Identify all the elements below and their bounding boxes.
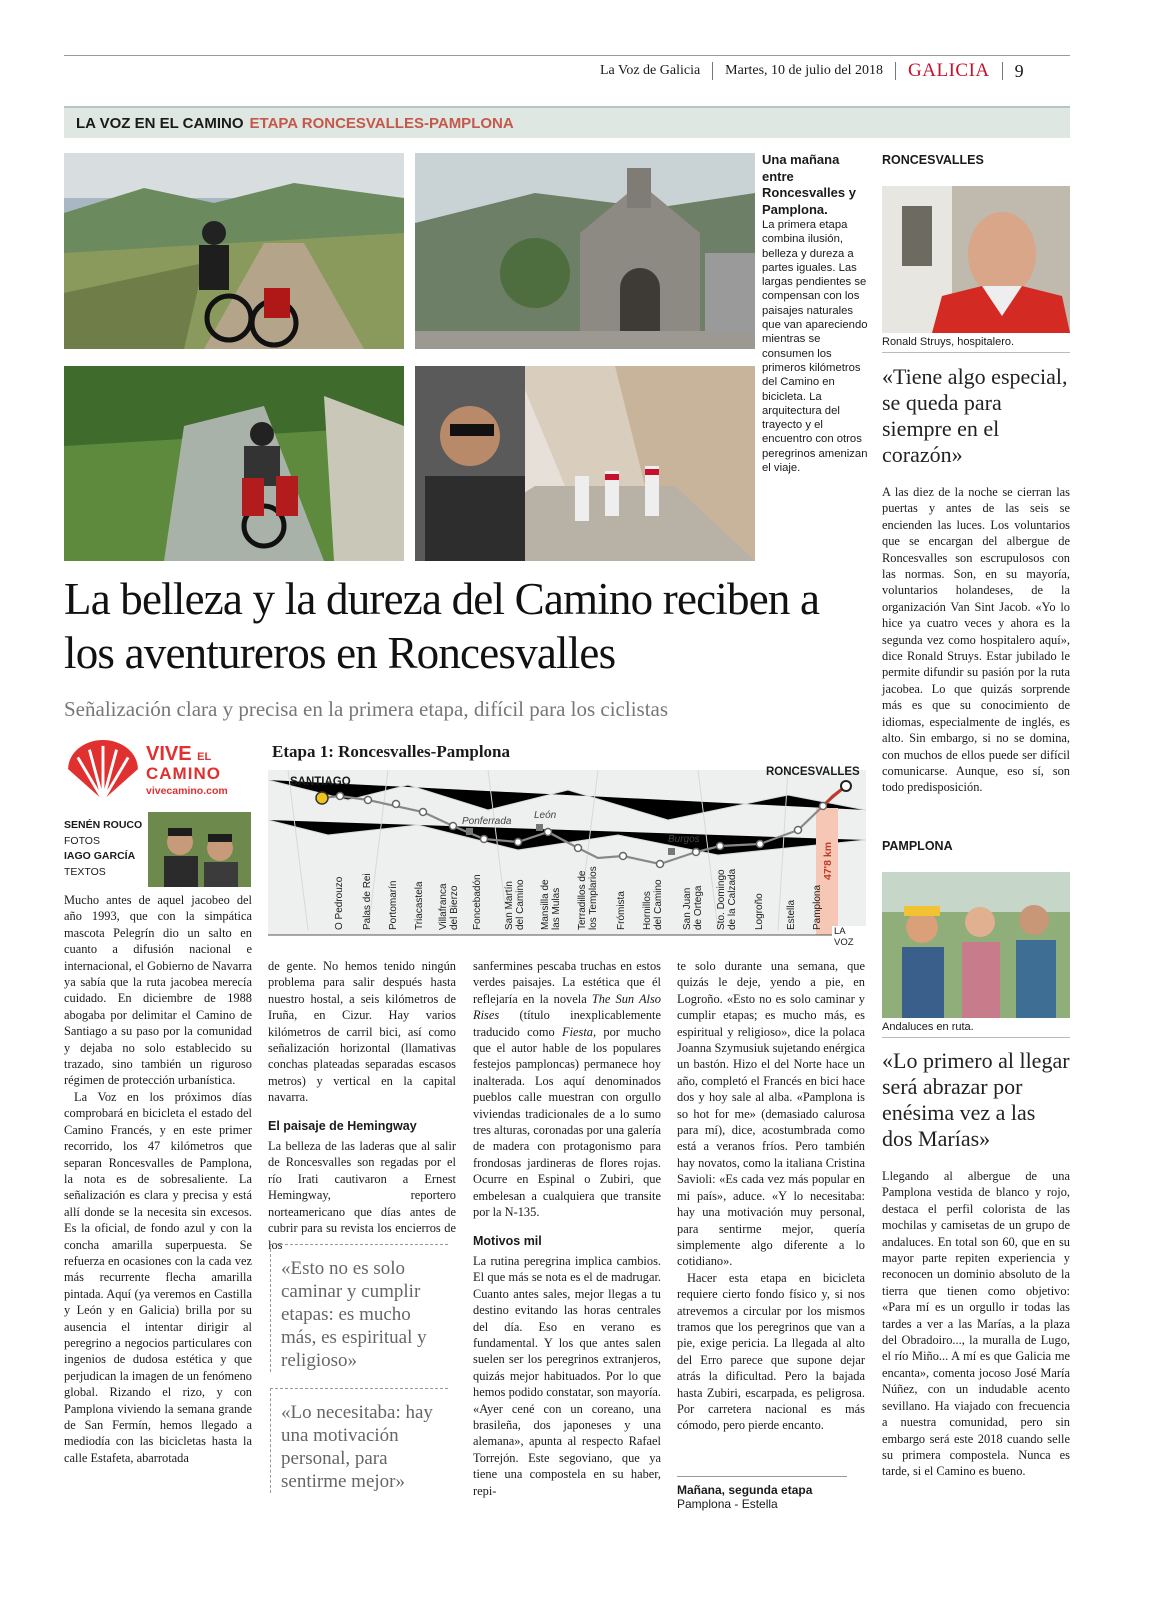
photo-andaluces bbox=[882, 872, 1070, 1018]
caption-andaluces: Andaluces en ruta. bbox=[882, 1021, 1070, 1038]
vive-camino-logo bbox=[64, 738, 254, 806]
map-stage: Logroño bbox=[754, 893, 765, 930]
map-city-leon: León bbox=[534, 810, 557, 821]
sidebar-label-roncesvalles: RONCESVALLES bbox=[882, 153, 984, 167]
photo-pamplona-street bbox=[415, 366, 755, 561]
map-stage: Triacastela bbox=[414, 881, 425, 930]
map-stage: O Pedrouzo bbox=[334, 876, 345, 930]
next-stage-title: Mañana, segunda etapa bbox=[677, 1483, 813, 1497]
caption-title: Una mañana entre Roncesvalles y Pamplona. bbox=[762, 152, 856, 217]
map-stage: Frómista bbox=[616, 891, 627, 930]
next-stage-route: Pamplona - Estella bbox=[677, 1497, 778, 1511]
band-stage: ETAPA RONCESVALLES-PAMPLONA bbox=[249, 114, 514, 132]
caption-body: La primera etapa combina ilusión, belleza y dureza a partes iguales. Las largas pendientes se compensan con los paisajes naturales que van apareciendo mientras se consumen los primeros kilómetros del Camino en bicicleta. La arquitectura del trayecto y el encuentro con otros peregrinos amenizan el viaje. bbox=[762, 219, 868, 475]
map-end-label: RONCESVALLES bbox=[766, 766, 860, 778]
article-col2 bbox=[268, 958, 456, 1253]
map-distance: 47'8 km bbox=[822, 841, 834, 880]
map-stage: Sto. Domingo de la Calzada bbox=[716, 868, 738, 930]
issue-date: Martes, 10 de julio del 2018 bbox=[725, 63, 884, 78]
map-stage: Estella bbox=[786, 899, 797, 930]
section-band bbox=[64, 106, 1070, 138]
map-city-burgos: Burgos bbox=[668, 834, 700, 845]
top-rule bbox=[64, 55, 1070, 56]
route-map bbox=[268, 740, 866, 948]
sidebar-label-pamplona: PAMPLONA bbox=[882, 839, 953, 853]
map-start-label: SANTIAGO bbox=[290, 776, 351, 788]
article-paragraph: Mucho antes de aquel jacobeo del año 1993, que con la simpática mascota Pelegrín dio un salto en cuanto a difusión nacional e internacional, el Gobierno de Navarra ya sabía que la ruta jacobea merecía cuidado. En diciembre de 1988 abogaba por delimitar el Camino de Santiago a su paso por la comunidad y dejaba no solo establecido su trazado, sino también un riguroso régimen de protección urbanística. bbox=[64, 893, 252, 1088]
quote-text: «Lo necesitaba: hay una motivación personal, para sentirme mejor» bbox=[281, 1402, 433, 1492]
credits bbox=[64, 818, 142, 880]
sidebar-quote-roncesvalles: «Tiene algo especial, se queda para siempre en el corazón» bbox=[882, 364, 1068, 467]
map-credit: LA VOZ bbox=[832, 926, 866, 948]
photo-cyclist-mountain bbox=[64, 153, 404, 349]
credit-photo-name: SENÉN ROUCO bbox=[64, 819, 143, 831]
credit-photo-role: FOTOS bbox=[64, 834, 100, 847]
next-stage-box bbox=[677, 1476, 847, 1511]
logo-url: vivecamino.com bbox=[146, 785, 228, 797]
map-stage: Palas de Rei bbox=[362, 873, 373, 930]
article-paragraph: La Voz en los próximos días comprobará en bicicleta el estado del Camino Francés, y en este primer recorrido, los 47 kilómetros que separan Roncesvalles de Pamplona, la nota es de sobresaliente. La señalización es clara y precisa y está allí donde se la necesita sin excesos. Es la oficial, de fondo azul y con la concha amarilla superpuesta. Se refuerza en ocasiones con la cada vez más recurrente flecha amarilla pintada. Aquí (ya veremos en Castilla y León y en Galicia) brilla por su ausencia el intentar dirigir al peregrino a negocios particulares con ingenios de dudosa estética y que perjudican la imagen de un fenómeno global. Rizando el rizo, y con Pamplona viviendo la semana grande de San Fermín, hemos llegado a mediodía con las bicicletas hasta la calle Estafeta, abarrotada bbox=[64, 1089, 252, 1465]
page-number: 9 bbox=[1014, 60, 1024, 81]
article-paragraph: sanfermines pescaba truchas en estos verdes paisajes. La estética que él reflejaría en la novela The Sun Also Rises (título inexplicablemente traducido como Fiesta, por mucho que el autor hable de los populares festejos pamploncas) permanece hoy inalterada. Los aquí denominados pueblos calle muestran con orgullo viviendas tradicionales de a lo sumo tres alturas, coronadas por una galería de madera con protagonismo para frondosas jardineras de flores rojas. Ocurre en Espinal o Zubiri, que embelesan a cualquiera que transite por la N-135. bbox=[473, 959, 662, 1220]
article-col1 bbox=[64, 892, 252, 1466]
paper-name: La Voz de Galicia bbox=[600, 63, 701, 78]
masthead-line bbox=[600, 60, 1024, 82]
credit-text-role: TEXTOS bbox=[64, 865, 106, 878]
article-paragraph: te solo durante una semana, que quizás le deje, yendo a pie, en Logroño. «Esto no es solo caminar y cumplir etapas; es mucho más, es espiritual y religioso», dice la polaca Joanna Szymusiuk sujetando enérgica un bastón. Hizo el del Norte hace un año, completó el Francés en bici hace dos y hoy sale al alba. «Pamplona is so hot for me» (demasiado calurosa para mí), dice, acostumbrada como está a veranos fríos. Pero también hay novatos, como la italiana Cristina Savioli: «Es cada vez más popular en mi país», aduce. «Y lo necesitaba: hay una motivación muy personal, para sentirme mejor, quería simplemente algo diferente a lo cotidiano». bbox=[677, 959, 865, 1269]
subheadline: Señalización clara y precisa en la primera etapa, difícil para los ciclistas bbox=[64, 697, 669, 721]
logo-vive: VIVE bbox=[146, 743, 192, 765]
shell-icon bbox=[64, 740, 142, 802]
section-name: GALICIA bbox=[908, 60, 990, 81]
logo-el: EL bbox=[197, 751, 212, 763]
article-col4 bbox=[677, 958, 865, 1434]
map-title: Etapa 1: Roncesvalles-Pamplona bbox=[272, 742, 510, 761]
headline: La belleza y la dureza del Camino reciben a los aventureros en Roncesvalles bbox=[64, 574, 820, 678]
pull-quote-1 bbox=[270, 1244, 448, 1372]
map-stage: Portomarín bbox=[388, 880, 399, 930]
map-stage: Foncebadón bbox=[472, 874, 483, 930]
photo-church bbox=[415, 153, 755, 349]
novel-title: The Sun Also Rises bbox=[473, 991, 662, 1023]
article-paragraph: Hacer esta etapa en bicicleta requiere cierto fondo físico y, si nos atrevemos a circular por los mismos tramos que los peregrinos que van a pie, exige pericia. La llegada al alto del Erro parece que supone dejar atrás la dificultad. Pero la bajada hasta Zubiri, escarpada, es peligrosa. Por carretera nacional es más cómodo, pero pierde encanto. bbox=[677, 1270, 865, 1433]
pull-quote-2 bbox=[270, 1388, 448, 1493]
quote-text: «Esto no es solo caminar y cumplir etapas: es mucho más, es espiritual y religioso» bbox=[281, 1258, 427, 1371]
article-paragraph: de gente. No hemos tenido ningún problema para salir después hasta nuestro hostal, a seis kilómetros de Iruña, en Cizur. Hay varios kilómetros de carril bici, así como señalización horizontal (llamativas conchas plateadas separadas escasos metros) y vertical en la capital navarra. bbox=[268, 959, 456, 1105]
map-city-ponferrada: Ponferrada bbox=[462, 816, 512, 827]
sidebar-quote-pamplona: «Lo primero al llegar será abrazar por enésima vez a las dos Marías» bbox=[882, 1048, 1070, 1151]
logo-camino: CAMINO bbox=[146, 764, 221, 783]
map-stage: San Martín del Camino bbox=[504, 879, 526, 930]
map-stage: Mansilla de las Mulas bbox=[540, 879, 562, 930]
article-col3 bbox=[473, 958, 661, 1499]
map-stage: Pamplona bbox=[812, 884, 823, 930]
subhead-hemingway: El paisaje de Hemingway bbox=[268, 1118, 417, 1133]
band-label: LA VOZ EN EL CAMINO bbox=[76, 114, 244, 132]
sidebar-text-roncesvalles: A las diez de la noche se cierran las puertas y antes de las seis se encienden las luces. Los voluntarios que se encargan del albergue de Roncesvalles son escrupulosos con las normas. Son, en su mayoría, voluntarios holandeses, de la organización Van Sint Jacob. «Yo lo hice ya cuatro veces y ahora es la segunda vez como hospitalero aquí», dice Ronald Struys. Estar jubilado le permite difundir su pasión por la ruta jacobea. Lo que quizás sorprende más es que su conocimiento de idiomas, especialmente de inglés, es alto. Sin embargo, si no se domina, con muchos de ellos puede ser difícil comunicarse. Aunque, eso sí, son todo predisposición. bbox=[882, 485, 1070, 795]
photo-cyclist-stream bbox=[64, 366, 404, 561]
caption-ronald: Ronald Struys, hospitalero. bbox=[882, 336, 1070, 353]
photo-caption bbox=[762, 152, 868, 475]
photo-ronald-struys bbox=[882, 186, 1070, 333]
photo-authors bbox=[148, 812, 251, 887]
credit-text-name: IAGO GARCÍA bbox=[64, 850, 136, 862]
map-stage: Terradillos de los Templarios bbox=[577, 866, 599, 930]
novel-title-es: Fiesta bbox=[562, 1024, 593, 1039]
sidebar-text-pamplona: Llegando al albergue de una Pamplona vestida de blanco y rojo, destaca el perfil colorista de las mochilas y camisetas de un grupo de andaluces. En total son 60, que en su mayor parte repiten experiencia y reconocen un dominio absoluto de la tierra que tienen como objetivo: «Para mí es un orgullo ir todas las tardes a ver a las Marías, a la plaza del Obradoiro..., la muralla de Lugo, el río Miño... A mí es que Galicia me encanta», comenta jocoso José María Núñez, con un indudable acento sevillano. Ha viajado con frecuencia a nuestra comunidad, pero sin embargo será este 2018 cuando selle su primera compostela. Nunca es tarde, si el Camino es bueno. bbox=[882, 1169, 1070, 1479]
article-paragraph: La belleza de las laderas que al salir de Roncesvalles son regadas por el río Irati cautivaron a Ernest Hemingway, reportero norteamericano que días antes de cubrir para su revista los encierros de los bbox=[268, 1139, 456, 1252]
article-paragraph: La rutina peregrina implica cambios. El que más se nota es el de madrugar. Cuanto antes sales, mejor llegas a tu destino evitando las horas centrales del día. Eso en verano es fundamental. Y los que antes salen suelen ser los peregrinos extranjeros, quizás mejor habituados. Por lo que hemos podido constatar, son mayoría. «Ayer cené con un coreano, una brasileña, dos japoneses y una alemana», apunta al respecto Rafael Torrejón. Este segoviano, que ya tiene una compostela en su haber, repi- bbox=[473, 1253, 661, 1498]
subhead-motivos: Motivos mil bbox=[473, 1233, 542, 1248]
map-stage: Hornillos del Camino bbox=[642, 879, 664, 930]
map-stage: San Juan de Ortega bbox=[682, 885, 704, 930]
map-stage: Villafranca del Bierzo bbox=[438, 883, 460, 930]
